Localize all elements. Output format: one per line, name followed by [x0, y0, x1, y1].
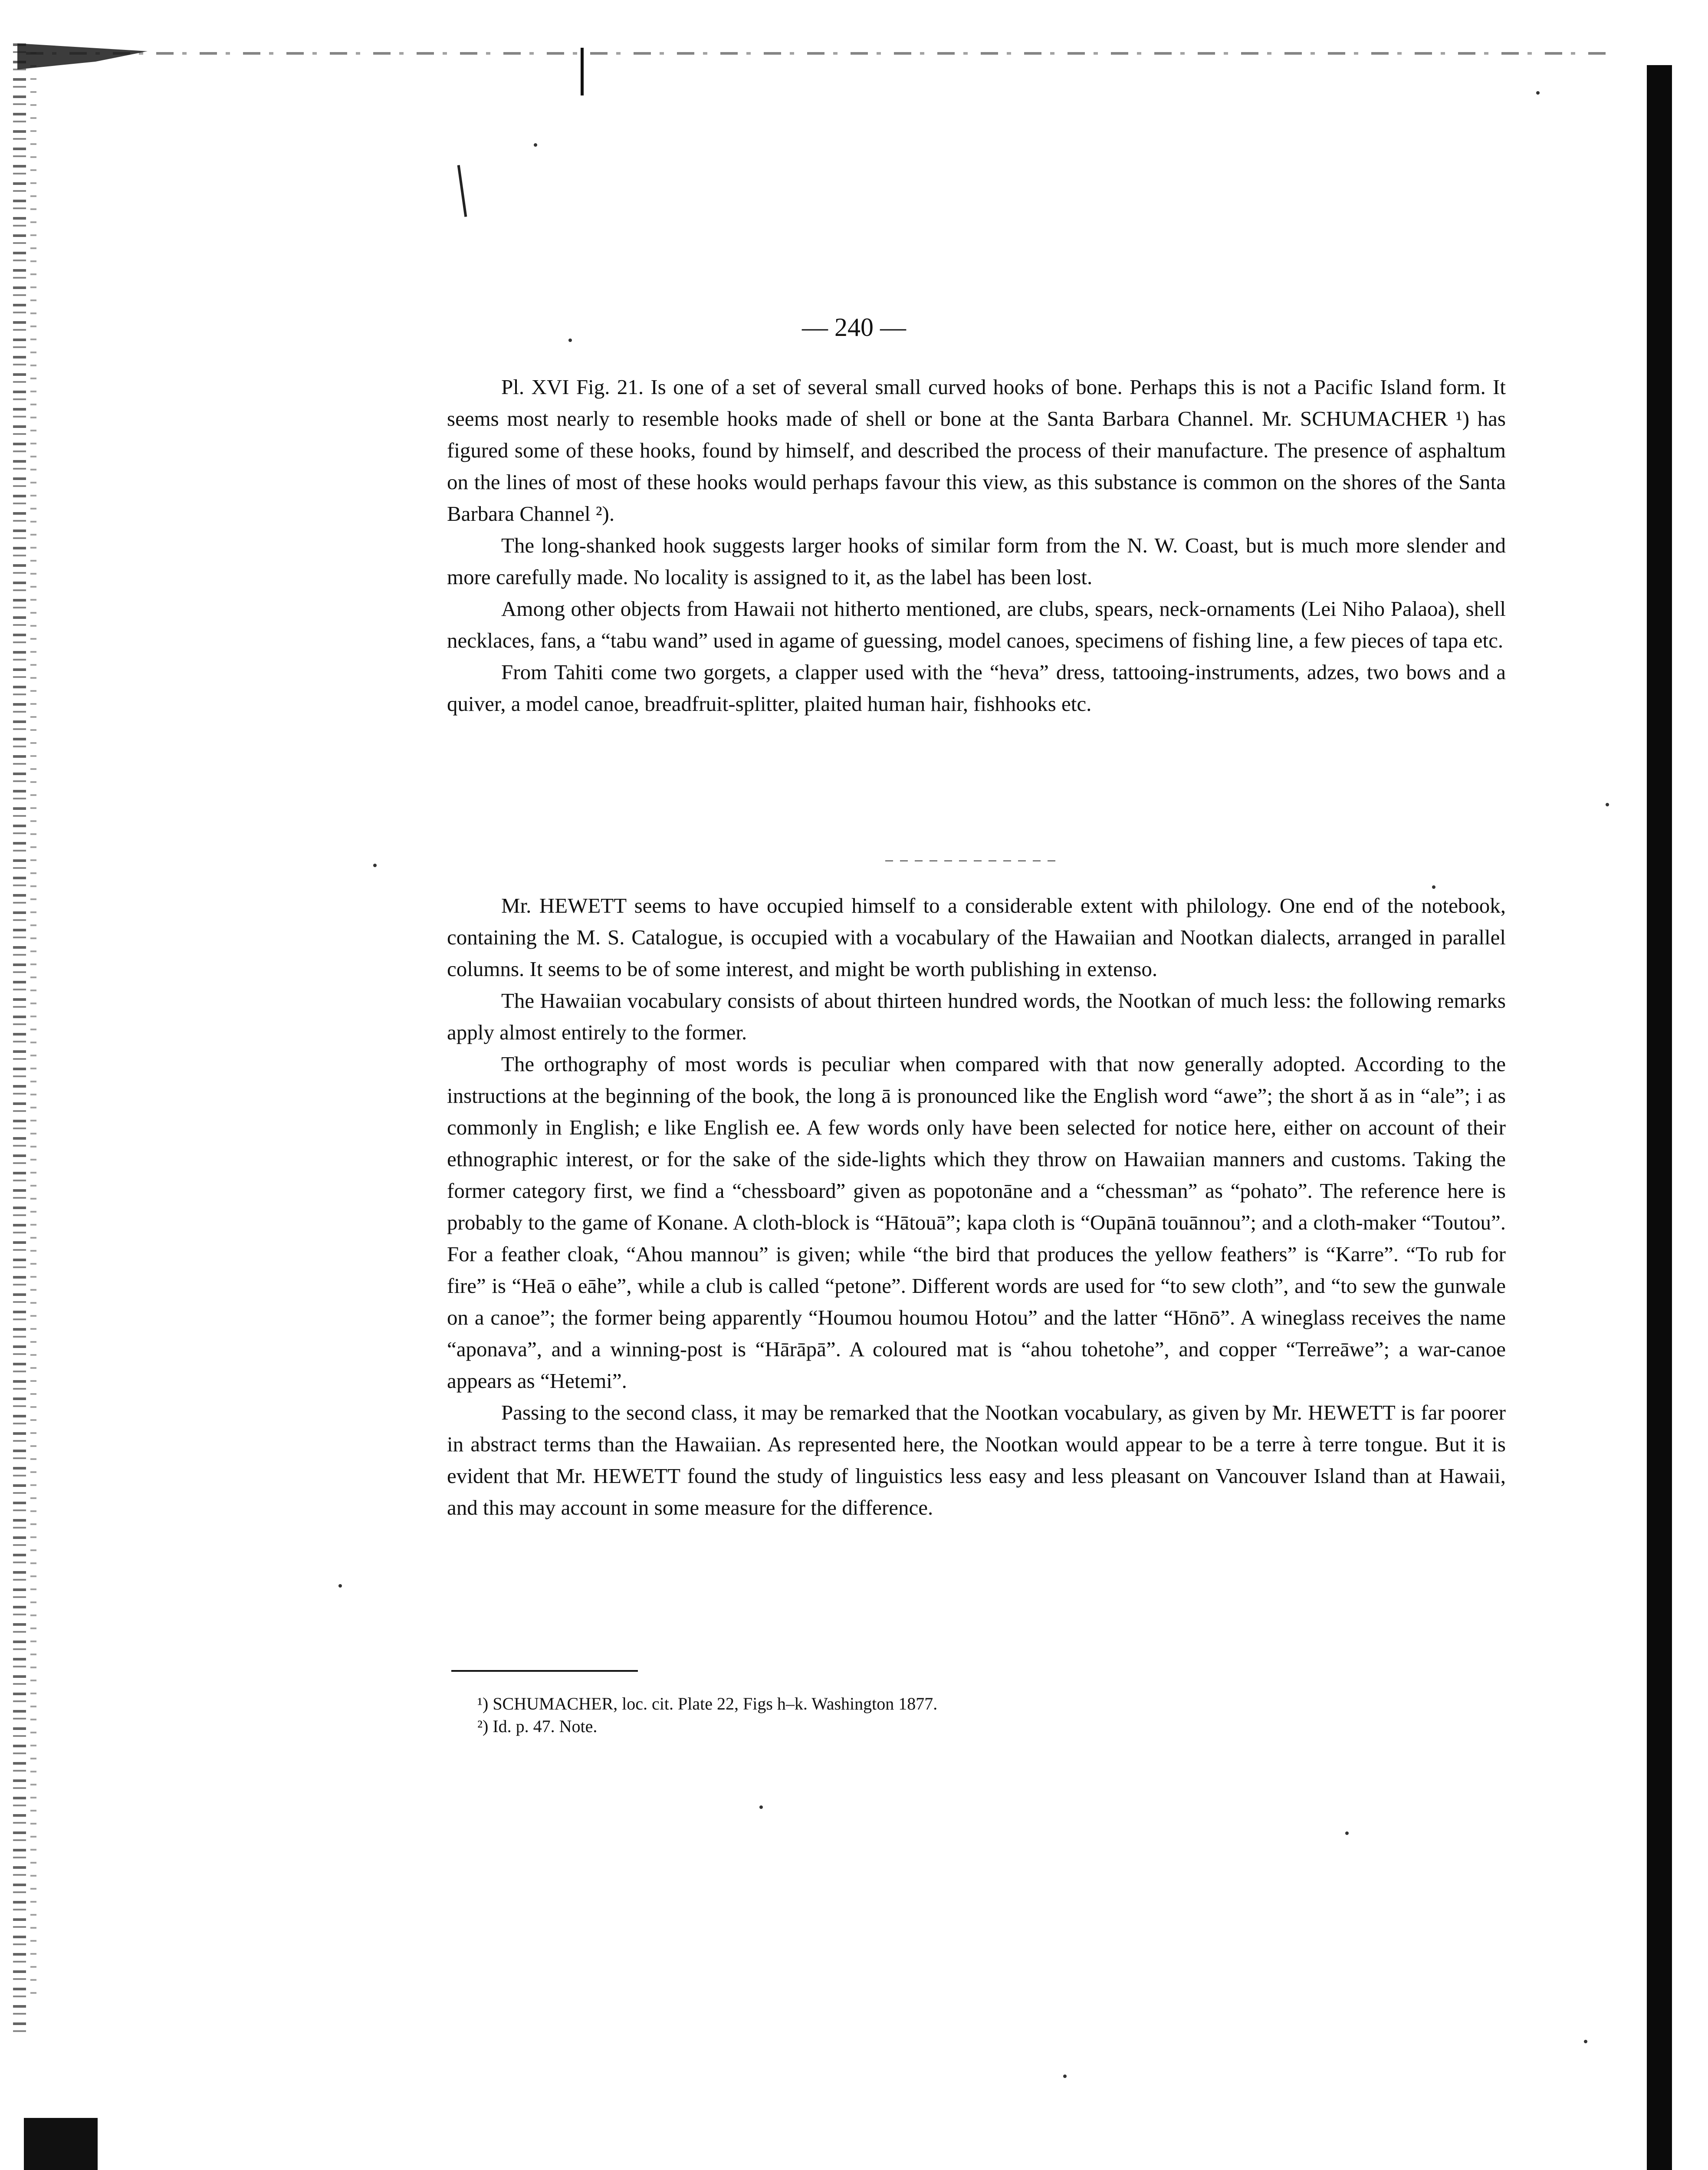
paragraph: Pl. XVI Fig. 21. Is one of a set of several small curved hooks of bone. Perhaps this is not a Pacific Island form. It seems most nearly to resemble hooks made of shell or bone at the Santa Barbara Channel. Mr. SCHUMACHER ¹) has figured some of these hooks, found by himself, and described the process of their manufacture. The presence of asphaltum on the lines of most of these hooks would perhaps favour this view, as this substance is common on the shores of the Santa Barbara Channel ²).	[447, 375, 1506, 526]
scan-blot-top-left	[17, 43, 148, 69]
scan-mark	[581, 48, 584, 95]
speck	[1606, 803, 1609, 806]
scan-edge-right	[1647, 65, 1672, 2170]
scan-blot-bottom-left	[24, 2118, 98, 2170]
speck	[1063, 2075, 1067, 2078]
paragraph: The orthography of most words is peculiar when compared with that now generally adopted. According to the instructions at the beginning of the book, the long ā is pronounced like the English word “awe”; the short ă as in “ale”; i as commonly in English; e like English ee. A few words only have been selected for notice here, either on account of their ethnographic interest, or for the sake of the side-lights which they throw on Hawaiian manners and customs. Taking the former category first, we find a “chessboard” given as popotonāne and a “chessman” as “pohato”. The reference here is probably to the game of Konane. A cloth-block is “Hātouā”; kapa cloth is “Oupānā touānnou”; and a cloth-maker “Toutou”. For a feather cloak, “Ahou mannou” is given; while “the bird that produces the yellow feathers” is “Karre”. “To rub for fire” is “Heā o eāhe”, while a club is called “petone”. Different words are used for “to sew cloth”, and “to sew the gunwale on a canoe”; the former being apparently “Houmou houmou Hotou” and the latter “Hōnō”. A wineglass receives the name “aponava”, and a winning-post is “Hārāpā”. A coloured mat is “ahou tohetohe”, and copper “Terreāwe”; a war-canoe appears as “Hetemi”.	[447, 1052, 1506, 1393]
footnote: ²) Id. p. 47. Note.	[477, 1716, 598, 1736]
paragraph: From Tahiti come two gorgets, a clapper used with the “heva” dress, tattooing-instruments, adzes, two bows and a quiver, a model canoe, breadfruit-splitter, plaited human hair, fishhooks etc.	[447, 660, 1506, 716]
speck	[1432, 885, 1435, 889]
scan-edge-top	[26, 52, 1610, 55]
speck	[338, 1584, 342, 1588]
page-number: — 240 —	[802, 313, 906, 342]
scan-mark	[457, 165, 467, 217]
speck	[1536, 91, 1540, 95]
text-section-hooks	[447, 371, 1506, 720]
footnote: ¹) SCHUMACHER, loc. cit. Plate 22, Figs h–k. Washington 1877.	[477, 1694, 938, 1713]
text-section-philology	[447, 890, 1506, 1523]
scan-edge-left	[13, 43, 26, 2040]
speck	[1345, 1831, 1349, 1835]
speck	[534, 143, 537, 147]
footnote-rule	[451, 1670, 638, 1672]
section-separator	[885, 860, 1059, 861]
footnotes	[477, 1693, 937, 1738]
speck	[373, 864, 377, 867]
paragraph: The Hawaiian vocabulary consists of about thirteen hundred words, the Nootkan of much less: the following remarks apply almost entirely to the former.	[447, 989, 1506, 1044]
paragraph: Among other objects from Hawaii not hitherto mentioned, are clubs, spears, neck-ornaments (Lei Niho Palaoa), shell necklaces, fans, a “tabu wand” used in agame of guessing, model canoes, specimens of fishing line, a few pieces of tapa etc.	[447, 597, 1506, 652]
paragraph: Passing to the second class, it may be remarked that the Nootkan vocabulary, as given by Mr. HEWETT is far poorer in abstract terms than the Hawaiian. As represented here, the Nootkan would appear to be a terre à terre tongue. But it is evident that Mr. HEWETT found the study of linguistics less easy and less pleasant on Vancouver Island than at Hawaii, and this may account in some measure for the difference.	[447, 1401, 1506, 1519]
paragraph: Mr. HEWETT seems to have occupied himself to a considerable extent with philology. One end of the notebook, containing the M. S. Catalogue, is occupied with a vocabulary of the Hawaiian and Nootkan dialects, arranged in parallel columns. It seems to be of some interest, and might be worth publishing in extenso.	[447, 894, 1506, 981]
speck	[759, 1805, 763, 1809]
paragraph: The long-shanked hook suggests larger hooks of similar form from the N. W. Coast, but is much more slender and more carefully made. No locality is assigned to it, as the label has been lost.	[447, 533, 1506, 589]
scan-edge-left-inner	[30, 52, 36, 2005]
speck	[1584, 2040, 1587, 2043]
